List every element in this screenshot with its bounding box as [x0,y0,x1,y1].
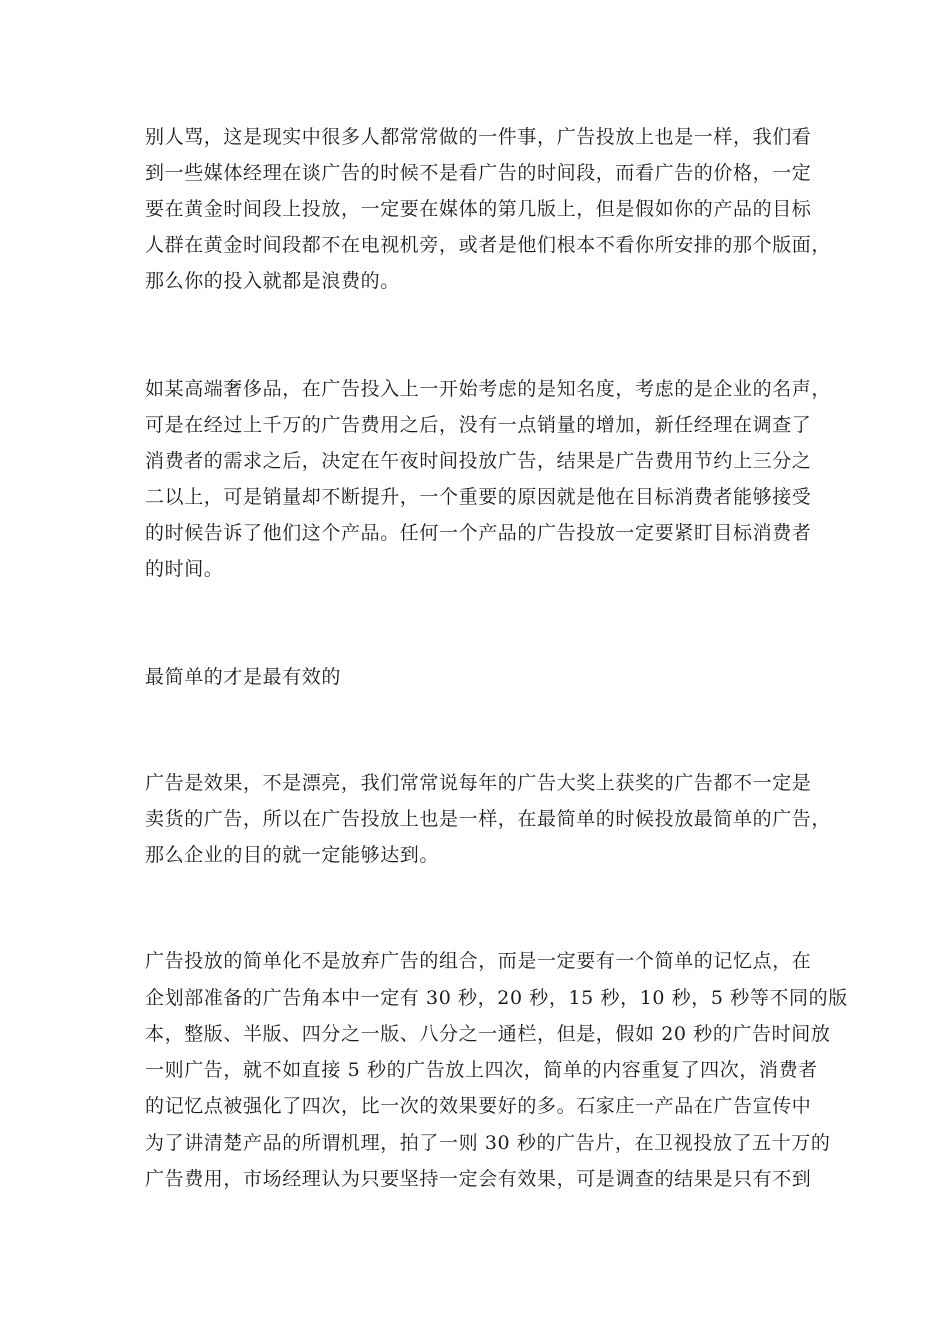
paragraph-2-line-1: 如某高端奢侈品，在广告投入上一开始考虑的是知名度，考虑的是企业的名声， [145,378,832,400]
paragraph-2-line-4: 二以上，可是销量却不断提升，一个重要的原因就是他在目标消费者能够接受 [145,486,812,508]
paragraph-4-line-1: 广告投放的简单化不是放弃广告的组合，而是一定要有一个简单的记忆点，在 [145,950,812,972]
paragraph-4-line-5: 的记忆点被强化了四次，比一次的效果要好的多。石家庄一产品在广告宣传中 [145,1095,812,1117]
paragraph-1-line-2: 到一些媒体经理在谈广告的时候不是看广告的时间段，而看广告的价格，一定 [145,162,812,184]
paragraph-3-line-2: 卖货的广告，所以在广告投放上也是一样，在最简单的时候投放最简单的广告， [145,808,832,830]
paragraph-2-line-6: 的时间。 [145,558,224,580]
paragraph-4-line-2: 企划部准备的广告角本中一定有 30 秒，20 秒，15 秒，10 秒，5 秒等不同的版 [145,987,848,1009]
paragraph-2-line-3: 消费者的需求之后，决定在午夜时间投放广告，结果是广告费用节约上三分之 [145,450,812,472]
paragraph-4-line-6: 为了讲清楚产品的所谓机理，拍了一则 30 秒的广告片，在卫视投放了五十万的 [145,1132,831,1154]
paragraph-4-line-3: 本，整版、半版、四分之一版、八分之一通栏，但是，假如 20 秒的广告时间放 [145,1023,831,1045]
paragraph-1-line-4: 人群在黄金时间段都不在电视机旁，或者是他们根本不看你所安排的那个版面， [145,234,832,256]
paragraph-1-line-3: 要在黄金时间段上投放，一定要在媒体的第几版上，但是假如你的产品的目标 [145,198,812,220]
paragraph-3-line-1: 广告是效果，不是漂亮，我们常常说每年的广告大奖上获奖的广告都不一定是 [145,772,812,794]
paragraph-1-line-5: 那么你的投入就都是浪费的。 [145,270,400,292]
paragraph-3-line-3: 那么企业的目的就一定能够达到。 [145,844,440,866]
section-heading: 最简单的才是最有效的 [145,666,342,688]
paragraph-4-line-4: 一则广告，就不如直接 5 秒的广告放上四次，简单的内容重复了四次，消费者 [145,1059,818,1081]
paragraph-4-line-7: 广告费用，市场经理认为只要坚持一定会有效果，可是调查的结果是只有不到 [145,1168,812,1190]
paragraph-2-line-2: 可是在经过上千万的广告费用之后，没有一点销量的增加，新任经理在调查了 [145,414,812,436]
paragraph-2-line-5: 的时候告诉了他们这个产品。任何一个产品的广告投放一定要紧盯目标消费者 [145,522,812,544]
paragraph-1-line-1: 别人骂，这是现实中很多人都常常做的一件事，广告投放上也是一样，我们看 [145,126,812,148]
